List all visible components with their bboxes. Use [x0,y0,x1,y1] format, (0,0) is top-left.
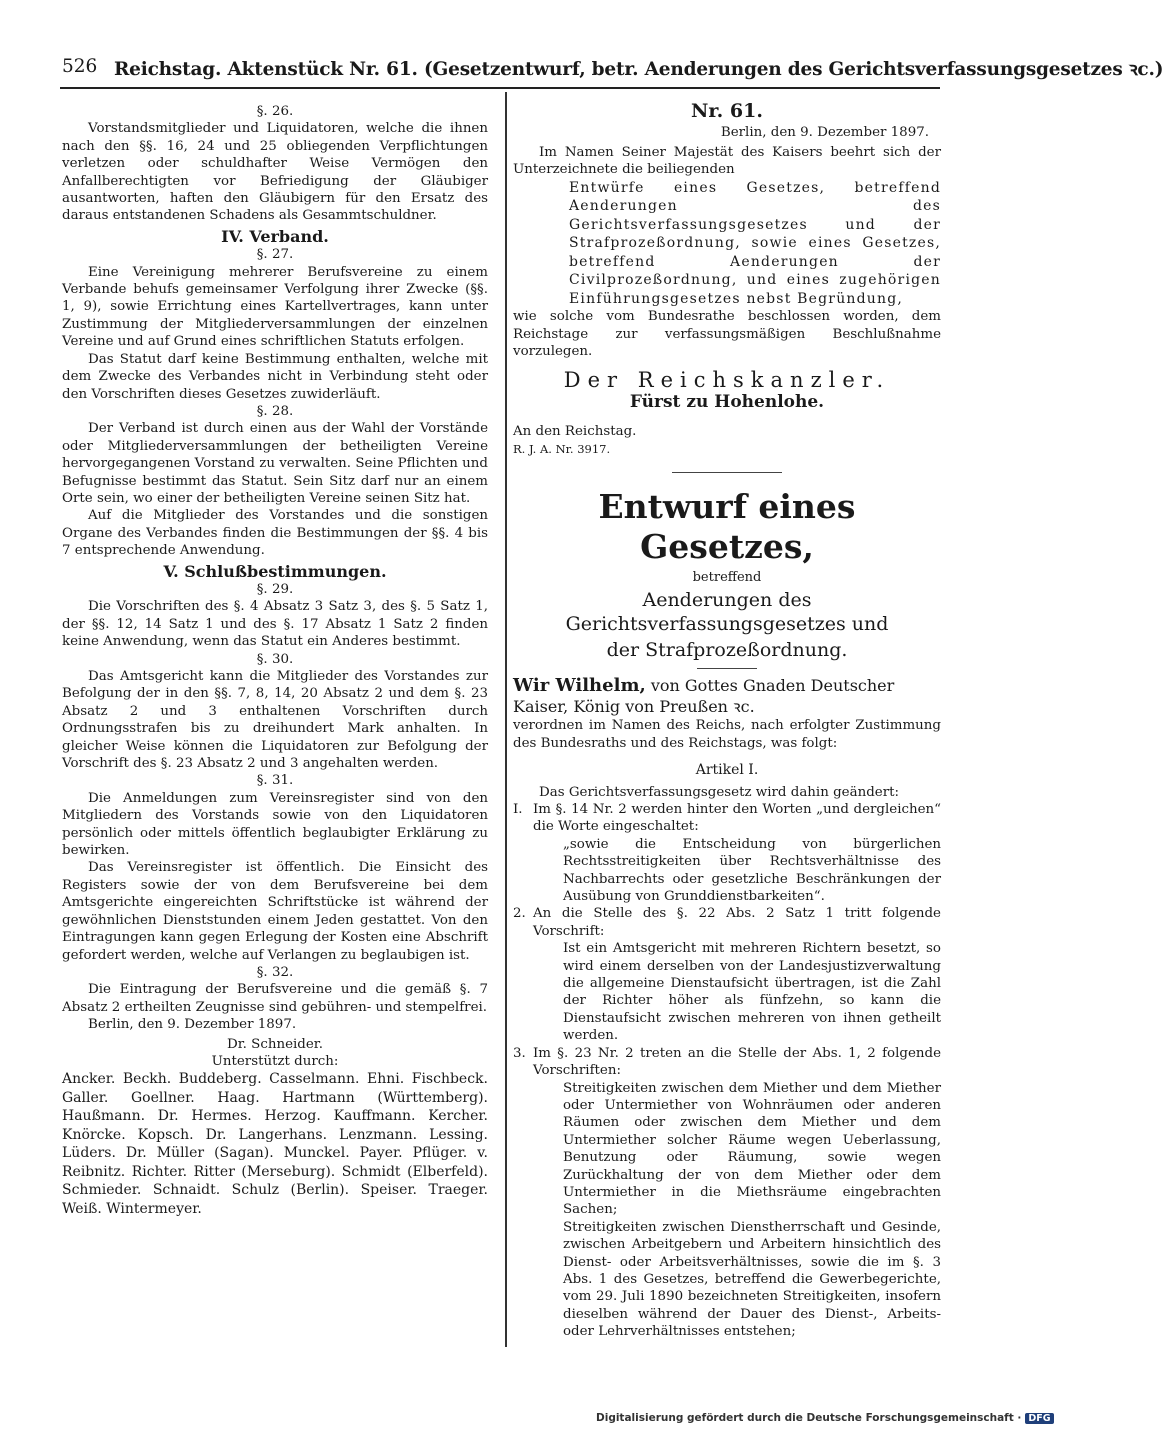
addressee: An den Reichstag. [513,424,637,440]
supporters-list: Ancker. Beckh. Buddeberg. Casselmann. Ehni. Fischbeck. Galler. Goellner. Haag. Hartmann (Württemberg). Haußmann. Dr. Hermes. Herzog. Kauffmann. Kercher. Knörcke. Kopsch. Dr. Langerhans. Lenzmann. Lessing. Lüders. Dr. Müller (Sagan). Munckel. Payer. Pflüger. v. Reibnitz. Richter. Ritter (Merseburg). Schmidt (Elberfeld). Schmieder. Schnaidt. Schulz (Berlin). Speiser. Traeger. Weiß. Wintermeyer. [62,1071,488,1217]
reference-number: R. J. A. Nr. 3917. [513,441,611,456]
item-text: An die Stelle des §. 22 Abs. 2 Satz 1 tritt folgende Vorschrift: [533,906,941,939]
list-item [513,801,941,836]
section-heading: §. 26. [256,104,294,119]
section-heading: §. 28. [256,403,294,419]
footer-credit [596,1412,1054,1424]
draft-title: Entwurf eines Gesetzes, [598,486,856,566]
page-header [62,54,1163,84]
paragraph: Die Vorschriften des §. 4 Absatz 3 Satz 3, des §. 5 Satz 1, der §§. 12, 14 Satz 1 und des §. 17 Absatz 1 Satz 2 finden keine Anwendung, wenn das Statut ein Anderes bestimmt. [62,599,488,650]
emperor-titles: von Gottes Gnaden Deutscher Kaiser, König von Preußen ꝛc. [513,676,895,717]
paragraph: Im Namen Seiner Majestät des Kaisers beehrt sich der Unterzeichnete die beiliegenden [513,144,941,178]
inserted-text: „sowie die Entscheidung von bürgerlichen Rechtsstreitigkeiten über Rechtsverhältnisse des Nachbarrechts oder gesetzliche Beschränkungen der Ausübung von Grunddienstbarkeiten“. [563,836,941,905]
paragraph: Das Gerichtsverfassungsgesetz wird dahin geändert: [539,784,899,800]
section-heading: §. 31. [256,773,294,789]
section-heading: §. 30. [256,651,294,667]
section-heading: §. 29. [256,581,294,597]
section-heading: §. 27. [256,247,294,263]
paragraph: Das Statut darf keine Bestimmung enthalten, welche mit dem Zwecke des Verbandes nicht in Verbindung steht oder den Vorschriften dieses Gesetzes zuwiderläuft. [62,351,488,402]
left-column [62,103,488,1218]
drafts-title-block: Entwürfe eines Gesetzes, betreffend Aenderungen des Gerichtsverfassungsgesetzes und der Strafprozeßordnung, sowie eines Gesetzes, betreffend Aenderungen der Civilprozeßordnung, und eines zugehörigen Einführungsgesetzes nebst Begründung, [569,179,941,307]
inserted-text: Ist ein Amtsgericht mit mehreren Richtern besetzt, so wird einem derselben von der Landesjustizverwaltung die allgemeine Dienstaufsicht übertragen, ist die Zahl der Richter höher als fünfzehn, so kann die Dienstaufsicht zwischen mehreren von ihnen getheilt werden. [563,941,941,1044]
item-number: 3. [513,1045,526,1061]
article-heading: Artikel I. [695,762,759,779]
paragraph: Die Eintragung der Berufsvereine und die gemäß §. 7 Absatz 2 ertheilten Zeugnisse sind gebühren- und stempelfrei. [62,982,488,1015]
divider [697,668,757,669]
item-number: I. [513,802,523,817]
item-number: 2. [513,906,526,922]
draft-subtitle-label: betreffend [692,569,762,585]
chapter-heading: IV. Verband. [221,226,329,246]
supported-by-label: Unterstützt durch: [211,1053,339,1069]
date-line: Berlin, den 9. Dezember 1897. [88,1017,297,1033]
inserted-text: Streitigkeiten zwischen Dienstherrschaft und Gesinde, zwischen Arbeitgebern und Arbeitern hinsichtlich des Dienst- oder Arbeitsverhältnisses, sowie die im §. 3 Abs. 1 des Gesetzes, betreffend die Gewerbegerichte, vom 29. Juli 1890 bezeichneten Streitigkeiten, insofern dieselben während der Dauer des Dienst-, Arbeits- oder Lehrverhältnisses entstehen; [563,1219,941,1340]
date-line: Berlin, den 9. Dezember 1897. [720,125,929,141]
chancellor-title: Der Reichskanzler. [563,368,891,393]
list-item [513,1045,941,1080]
paragraph: Das Vereinsregister ist öffentlich. Die Einsicht des Registers sowie der von dem Berufsvereine bei dem Amtsgerichte eingereichten Schriftstücke ist während der gewöhnlichen Dienststunden einem Jeden gestattet. Von den Eintragungen kann gegen Erlegung der Kosten eine Abschrift gefordert werden, welche auf Verlangen zu beglaubigen ist. [62,860,488,963]
item-text: Im §. 14 Nr. 2 werden hinter den Worten „und dergleichen“ die Worte eingeschaltet: [533,802,941,835]
document-number: Nr. 61. [691,100,763,122]
draft-subject-line-1: Aenderungen des Gerichtsverfassungsgesetzes und [565,589,889,636]
item-text: Im §. 23 Nr. 2 treten an die Stelle der Abs. 1, 2 folgende Vorschriften: [533,1045,941,1079]
page-number: 526 [62,56,98,77]
footer-text: Digitalisierung gefördert durch die Deutsche Forschungsgemeinschaft · [596,1412,1022,1424]
divider [672,472,782,473]
column-divider [505,92,507,1347]
draft-subject-line-2: der Strafprozeßordnung. [606,639,848,662]
chancellor-name: Fürst zu Hohenlohe. [629,391,825,412]
right-column [513,100,941,1341]
inserted-text: Streitigkeiten zwischen dem Miether und dem Miether oder Untermiether von Wohnräumen oder anderen Räumen oder zwischen dem Miether und dem Untermiether solcher Räume wegen Ueberlassung, Benutzung oder Räumung, sowie wegen Zurückhaltung der von dem Miether oder dem Untermiether in die Miethsräume eingebrachten Sachen; [563,1080,941,1218]
paragraph: Auf die Mitglieder des Vorstandes und die sonstigen Organe des Verbandes finden die Bestimmungen der §§. 4 bis 7 entsprechende Anwendung. [62,508,488,559]
list-item [513,905,941,940]
paragraph: Die Anmeldungen zum Vereinsregister sind von den Mitgliedern des Vorstands sowie von den Liquidatoren persönlich oder mittels öffentlich beglaubigter Erklärung zu bewirken. [62,790,488,859]
paragraph: Vorstandsmitglieder und Liquidatoren, welche die ihnen nach den §§. 16, 24 und 25 obliegenden Verpflichtungen verletzen oder schuldhafter Weise Vermögen den Anfallberechtigten vor Befriedigung der Gläubiger ausantworten, haften den Gläubigern für den Ersatz des daraus entstandenen Schadens als Gesammtschuldner. [62,121,488,224]
signer: Dr. Schneider. [227,1036,323,1052]
paragraph: wie solche vom Bundesrathe beschlossen worden, dem Reichstage zur verfassungsmäßigen Beschlußnahme vorzulegen. [513,309,941,359]
chapter-heading: V. Schlußbestimmungen. [163,561,387,581]
paragraph: verordnen im Namen des Reichs, nach erfolgter Zustimmung des Bundesraths und des Reichstags, was folgt: [513,718,941,751]
preamble [513,675,941,717]
dfg-logo: DFG [1025,1413,1053,1424]
emperor-name: Wir Wilhelm, [513,675,646,697]
paragraph: Eine Vereinigung mehrerer Berufsvereine zu einem Verbande behufs gemeinsamer Verfolgung ihrer Zwecke (§§. 1, 9), sowie Errichtung eines Kartellvertrages, kann unter Zustimmung der Mitgliederversammlungen der einzelnen Vereine und auf Grund eines schriftlichen Statuts erfolgen. [62,264,488,350]
running-title: Reichstag. Aktenstück Nr. 61. (Gesetzentwurf, betr. Aenderungen des Gerichtsverfassungsgesetzes ꝛc.) [114,59,1163,80]
header-rule [60,87,940,89]
section-heading: §. 32. [256,964,294,980]
paragraph: Das Amtsgericht kann die Mitglieder des Vorstandes zur Befolgung der in den §§. 7, 8, 14, 20 Absatz 2 und dem §. 23 Absatz 2 und 3 enthaltenen Vorschriften durch Ordnungsstrafen bis zu dreihundert Mark anhalten. In gleicher Weise können die Liquidatoren zur Befolgung der Vorschrift des §. 23 Absatz 2 und 3 angehalten werden. [62,669,488,772]
paragraph: Der Verband ist durch einen aus der Wahl der Vorstände oder Mitgliederversammlungen der betheiligten Vereine hervorgegangenen Vorstand zu verwalten. Seine Pflichten und Befugnisse bestimmt das Statut. Sein Sitz darf nur an einem Orte sein, wo einer der betheiligten Vereine seinen Sitz hat. [62,421,488,506]
